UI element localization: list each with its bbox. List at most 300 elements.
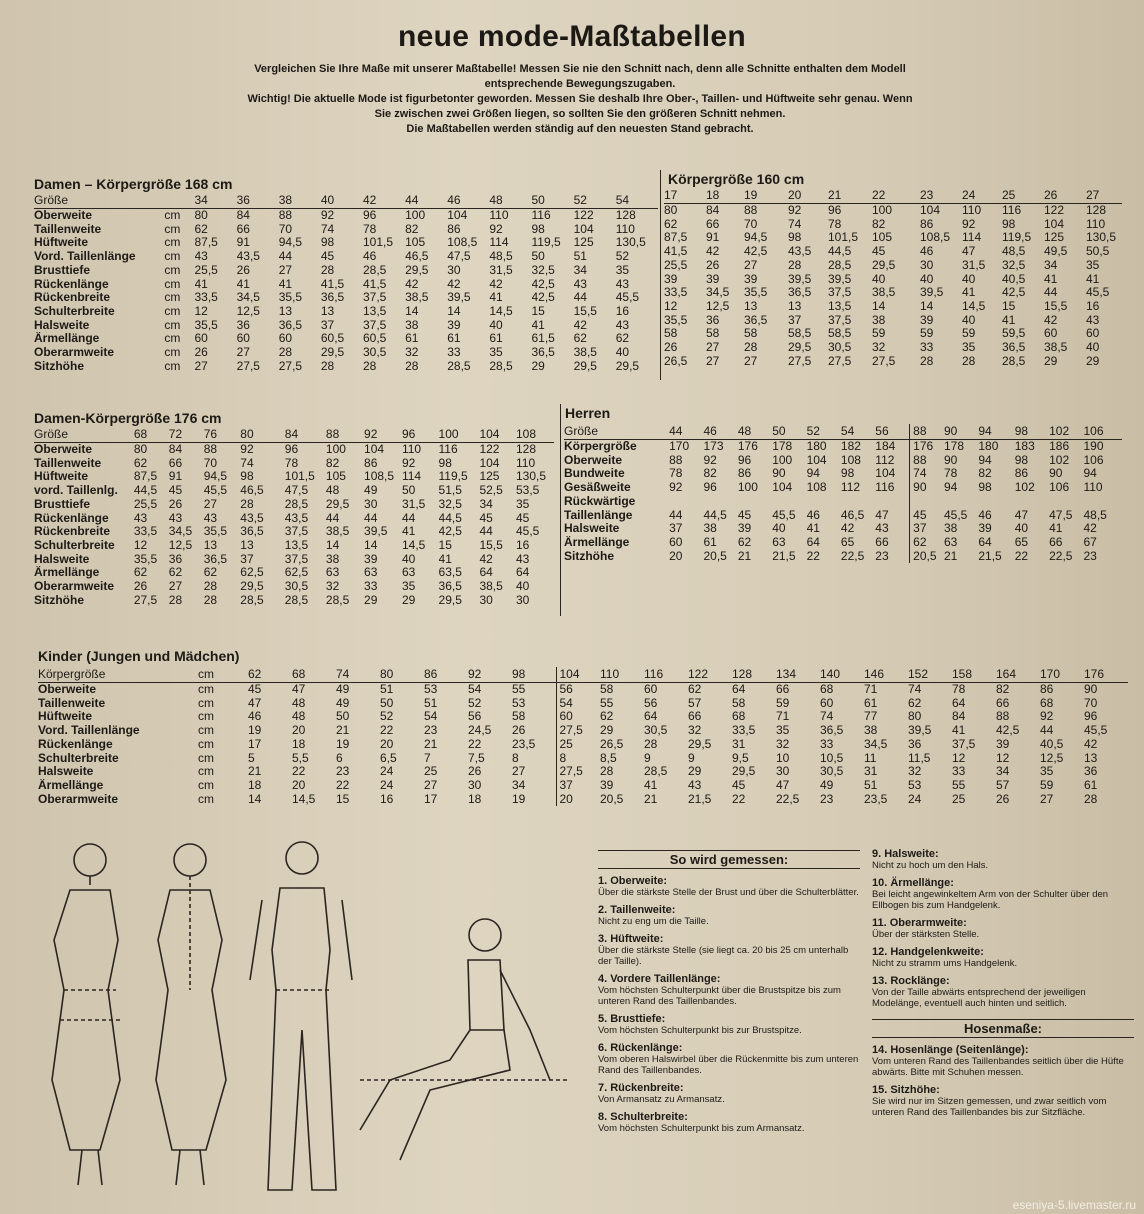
value-cell: 14,5: [489, 304, 513, 318]
value-cell: 34: [512, 778, 526, 792]
value-cell: 54: [468, 682, 482, 696]
howto-item-heading: 1. Oberweite:: [598, 875, 668, 887]
value-cell: 13: [744, 299, 758, 313]
row-label: Brusttiefe: [34, 497, 91, 511]
row-label: Oberweite: [38, 682, 97, 696]
value-cell: 39,5: [828, 272, 852, 286]
howto-item-heading: 12. Handgelenkweite:: [872, 946, 984, 958]
value-cell: 40: [489, 318, 503, 332]
value-cell: 59,5: [1002, 327, 1026, 341]
value-cell: 64: [806, 535, 820, 549]
size-header: 48: [738, 424, 772, 440]
value-cell: 43: [875, 522, 889, 536]
value-cell: 9: [688, 751, 695, 765]
row-label: vord. Taillenlg.: [34, 484, 118, 498]
value-cell: 66: [875, 535, 889, 549]
value-cell: 22: [806, 549, 820, 563]
value-cell: 31,5: [401, 497, 426, 511]
unit-cell: cm: [198, 737, 214, 751]
value-cell: 32,5: [438, 497, 462, 511]
value-cell: 104: [573, 222, 594, 236]
row-label: Sitzhöhe: [34, 593, 84, 607]
intro-line-2: entsprechende Bewegungszugaben.: [484, 78, 676, 90]
size-header: 46: [703, 424, 737, 440]
value-cell: 48,5: [1083, 508, 1107, 522]
value-cell: 88: [996, 710, 1010, 724]
unit-cell: cm: [164, 236, 181, 250]
value-cell: 110: [962, 203, 982, 217]
value-cell: 28,5: [363, 263, 387, 277]
value-cell: 28,5: [284, 497, 309, 511]
value-cell: 105: [325, 470, 346, 484]
unit-cell: cm: [198, 765, 214, 779]
value-cell: 28: [203, 580, 218, 594]
value-cell: 98: [320, 236, 335, 250]
value-cell: 29,5: [325, 497, 350, 511]
value-cell: 14: [447, 304, 461, 318]
row-label: Oberarmweite: [34, 580, 115, 594]
value-cell: 31,5: [489, 263, 513, 277]
figure-4-head: [469, 919, 501, 951]
value-cell: 23: [1083, 549, 1097, 563]
value-cell: 42: [447, 277, 461, 291]
value-cell: 44: [278, 250, 293, 264]
row-label: Hüftweite: [38, 710, 92, 724]
howto-item-text: Nicht zu stramm ums Handgelenk.: [872, 958, 1018, 969]
size-header: 44: [405, 193, 447, 209]
value-cell: 55: [512, 682, 526, 696]
howto-item-text: Über der stärksten Stelle.: [872, 929, 980, 940]
size-header: 48: [489, 193, 531, 209]
value-cell: 37,5: [828, 286, 852, 300]
table-row: [34, 236, 658, 250]
value-cell: 39: [364, 552, 378, 566]
table-row: [38, 779, 1128, 793]
value-cell: 94: [978, 453, 992, 467]
value-cell: 23: [875, 549, 889, 563]
value-cell: 96: [284, 442, 299, 456]
value-cell: 101,5: [284, 470, 315, 484]
table-row: [34, 525, 554, 539]
value-cell: 96: [703, 481, 717, 495]
table-row: [34, 539, 554, 553]
value-cell: 59: [776, 696, 790, 710]
row-label: Rückenlänge: [38, 737, 113, 751]
value-cell: 25,5: [133, 497, 158, 511]
value-cell: 29: [688, 765, 702, 779]
value-cell: 35: [489, 346, 503, 360]
value-cell: 8,5: [600, 751, 617, 765]
howto-item-heading: 2. Taillenweite:: [598, 904, 676, 916]
value-cell: 41: [806, 522, 820, 536]
value-cell: 61: [1084, 778, 1098, 792]
value-cell: 102: [1049, 453, 1070, 467]
value-cell: 38: [944, 522, 958, 536]
value-cell: 29,5: [405, 263, 429, 277]
value-cell: 60: [669, 535, 683, 549]
value-cell: 13,5: [363, 304, 387, 318]
value-cell: 47: [292, 682, 306, 696]
value-cell: 28: [363, 359, 377, 373]
size-header: 88: [326, 427, 364, 443]
table-row: [664, 218, 1122, 232]
size-header: 74: [336, 667, 380, 683]
value-cell: 98: [1002, 217, 1016, 231]
value-cell: 104: [447, 208, 468, 222]
table-row: [38, 710, 1128, 724]
value-cell: 7: [424, 751, 431, 765]
value-cell: 63: [364, 566, 378, 580]
howto-column-1: [598, 850, 860, 1140]
value-cell: 41: [1002, 313, 1016, 327]
row-label: Halsweite: [564, 522, 620, 536]
size-header: 140: [820, 667, 864, 683]
table-row: [34, 291, 658, 305]
table-row: [38, 697, 1128, 711]
value-cell: 56: [644, 696, 658, 710]
value-cell: 29,5: [438, 593, 462, 607]
value-cell: 54: [424, 710, 438, 724]
value-cell: 44: [1040, 724, 1054, 738]
value-cell: 64: [732, 682, 746, 696]
unit-cell: cm: [198, 724, 214, 738]
value-cell: 61: [405, 332, 419, 346]
value-cell: 29,5: [732, 765, 756, 779]
row-label: Vord. Taillenlänge: [38, 724, 140, 738]
size-header: 26: [1044, 188, 1086, 204]
value-cell: 98: [788, 231, 802, 245]
value-cell: 22: [380, 724, 394, 738]
value-cell: 110: [515, 456, 536, 470]
value-cell: 24,5: [468, 724, 492, 738]
table-row: [564, 454, 1122, 468]
howto-item: [872, 975, 1134, 1009]
figure-1-head: [74, 844, 106, 876]
value-cell: 74: [908, 682, 922, 696]
table-row: [664, 286, 1122, 300]
howto-item-text: Nicht zu eng um die Taille.: [598, 916, 709, 927]
table-row: [34, 278, 658, 292]
value-cell: 59: [1040, 778, 1054, 792]
value-cell: 61,5: [531, 332, 555, 346]
value-cell: 92: [962, 217, 976, 231]
table-row: [564, 536, 1122, 550]
value-cell: 37,5: [284, 552, 309, 566]
value-cell: 66: [236, 222, 250, 236]
value-cell: 110: [1083, 481, 1103, 495]
value-cell: 52,5: [479, 484, 503, 498]
value-cell: 33,5: [732, 724, 756, 738]
value-cell: 12,5: [1040, 751, 1064, 765]
intro-line-1: Vergleichen Sie Ihre Maße mit unserer Maßtabelle! Messen Sie nie den Schnitt nach, denn alle Schnitte enthalten dem Modell: [254, 63, 906, 75]
value-cell: [841, 495, 875, 509]
value-cell: 45,5: [1084, 724, 1108, 738]
value-cell: 43,5: [240, 511, 264, 525]
table-row: [34, 264, 658, 278]
size-header: 62: [248, 667, 292, 683]
value-cell: 101,5: [828, 231, 859, 245]
howto-item-heading: 4. Vordere Taillenlänge:: [598, 973, 721, 985]
howto-item-text: Über die stärkste Stelle der Brust und über die Schulterblätter.: [598, 887, 859, 898]
value-cell: 28: [320, 263, 335, 277]
size-header: 146: [864, 667, 908, 683]
value-cell: 12: [133, 538, 148, 552]
value-cell: 37: [240, 552, 254, 566]
value-cell: 28: [240, 497, 254, 511]
value-cell: 14: [248, 792, 262, 806]
table-row: [38, 793, 1128, 807]
table-row: [664, 231, 1122, 245]
size-header: 44: [669, 424, 703, 440]
value-cell: 11: [864, 751, 877, 765]
value-cell: 14: [325, 538, 340, 552]
size-header: 158: [952, 667, 996, 683]
value-cell: 100: [872, 203, 893, 217]
value-cell: 29: [401, 593, 416, 607]
howto-item: [598, 973, 860, 1007]
value-cell: 24: [380, 778, 394, 792]
value-cell: 65: [1014, 535, 1029, 549]
value-cell: 44: [479, 525, 493, 539]
value-cell: 71: [776, 710, 790, 724]
value-cell: 60: [644, 682, 658, 696]
value-cell: 40: [515, 580, 530, 594]
value-cell: 25: [556, 738, 600, 752]
value-cell: 30: [468, 778, 482, 792]
value-cell: 60: [556, 710, 600, 724]
row-label: Rückenbreite: [34, 525, 111, 539]
value-cell: 44: [669, 508, 683, 522]
value-cell: 32: [872, 341, 886, 355]
table-header-row: [38, 667, 1128, 683]
value-cell: 87,5: [194, 236, 218, 250]
table-header-row: [34, 193, 658, 209]
row-label: Schulterbreite: [34, 304, 115, 318]
value-cell: 13: [788, 299, 802, 313]
value-cell: 29,5: [872, 258, 896, 272]
value-cell: 27,5: [872, 354, 896, 368]
figure-2-head: [174, 844, 206, 876]
value-cell: 38,5: [1044, 341, 1068, 355]
unit-cell: cm: [164, 346, 181, 360]
value-cell: 86: [1040, 682, 1054, 696]
value-cell: 31: [864, 765, 878, 779]
value-cell: 40: [1086, 341, 1100, 355]
row-label: Rückenlänge: [34, 511, 109, 525]
value-cell: 36: [1084, 765, 1098, 779]
damen-168-table: [34, 193, 658, 373]
row-label: Ärmellänge: [34, 566, 100, 580]
value-cell: 45: [910, 509, 944, 523]
value-cell: 26: [468, 765, 482, 779]
value-cell: 110: [401, 442, 422, 456]
value-cell: [1015, 495, 1049, 509]
value-cell: 41: [194, 277, 208, 291]
table-row: [664, 259, 1122, 273]
row-label: Oberarmweite: [34, 346, 115, 360]
table-row: [34, 209, 658, 223]
value-cell: 43: [573, 277, 587, 291]
value-cell: 28,5: [1002, 354, 1026, 368]
value-cell: 13,5: [284, 538, 309, 552]
value-cell: 30: [515, 593, 530, 607]
value-cell: 36: [908, 737, 922, 751]
value-cell: 14,5: [401, 538, 426, 552]
value-cell: 37: [320, 318, 335, 332]
value-cell: 41: [531, 318, 545, 332]
value-cell: 40: [962, 313, 976, 327]
howto-item-text: Bei leicht angewinkeltem Arm von der Schulter über den Ellbogen bis zum Handgelenk.: [872, 889, 1109, 911]
value-cell: [910, 495, 944, 509]
value-cell: 36,5: [1002, 341, 1026, 355]
value-cell: 26: [996, 792, 1010, 806]
value-cell: 82: [996, 682, 1010, 696]
value-cell: 33,5: [194, 291, 218, 305]
table-row: [664, 327, 1122, 341]
value-cell: 18: [248, 778, 262, 792]
value-cell: 98: [438, 456, 452, 470]
value-cell: 60: [194, 332, 208, 346]
value-cell: 39: [996, 737, 1010, 751]
value-cell: 39,5: [788, 272, 812, 286]
value-cell: 59: [872, 327, 886, 341]
value-cell: 98: [978, 481, 992, 495]
size-header: 176: [1084, 667, 1128, 683]
value-cell: 18: [468, 792, 482, 806]
table-header-row: [34, 427, 554, 443]
value-cell: 51: [380, 682, 394, 696]
table-row: [34, 566, 554, 580]
value-cell: 27: [194, 359, 208, 373]
value-cell: 27,5: [278, 359, 303, 373]
howto-item-text: Von Armansatz zu Armansatz.: [598, 1094, 725, 1105]
value-cell: 35: [401, 580, 416, 594]
value-cell: 58: [512, 710, 526, 724]
value-cell: 39: [920, 313, 934, 327]
value-cell: 14,5: [292, 792, 316, 806]
size-header: 98: [1015, 424, 1049, 440]
row-label: Schulterbreite: [34, 538, 115, 552]
row-label: Gesäßweite: [564, 481, 631, 495]
value-cell: 14: [364, 538, 378, 552]
value-cell: 38: [325, 552, 340, 566]
value-cell: 104: [479, 456, 500, 470]
size-label: Größe: [34, 427, 134, 443]
value-cell: 27: [236, 346, 250, 360]
value-cell: 35: [515, 497, 530, 511]
value-cell: 106: [1083, 453, 1104, 467]
value-cell: 104: [364, 442, 385, 456]
value-cell: 35: [1086, 258, 1100, 272]
value-cell: 27: [168, 580, 183, 594]
value-cell: 65: [840, 535, 855, 549]
value-cell: 88: [910, 454, 944, 468]
size-header: 23: [920, 188, 962, 204]
table-row: [664, 314, 1122, 328]
value-cell: 173: [703, 439, 724, 453]
value-cell: 50: [531, 250, 545, 264]
value-cell: 41,5: [664, 245, 688, 259]
value-cell: 30,5: [284, 580, 309, 594]
value-cell: 15: [336, 792, 350, 806]
row-label: Oberweite: [34, 442, 93, 456]
unit-cell: cm: [164, 208, 181, 222]
table-row: [38, 765, 1128, 779]
table-row: [38, 738, 1128, 752]
value-cell: 42: [573, 318, 587, 332]
value-cell: 92: [320, 208, 335, 222]
value-cell: 114: [401, 470, 422, 484]
value-cell: 49: [364, 484, 378, 498]
size-header: 88: [910, 424, 944, 440]
value-cell: 106: [1049, 481, 1070, 495]
value-cell: 112: [875, 453, 895, 467]
value-cell: 44,5: [438, 511, 462, 525]
value-cell: 55: [600, 696, 614, 710]
value-cell: 14: [872, 299, 886, 313]
value-cell: 12: [952, 751, 966, 765]
value-cell: 13,5: [828, 299, 852, 313]
table-row: [564, 440, 1122, 454]
value-cell: 42: [405, 277, 419, 291]
table-row: [34, 470, 554, 484]
value-cell: 39,5: [364, 525, 388, 539]
value-cell: 22,5: [776, 792, 800, 806]
value-cell: 55: [952, 778, 966, 792]
value-cell: 53: [512, 696, 526, 710]
value-cell: 86: [1014, 467, 1029, 481]
value-cell: 45,5: [615, 291, 640, 305]
size-header: 54: [616, 193, 658, 209]
value-cell: 34: [479, 497, 493, 511]
value-cell: 119,5: [1002, 231, 1032, 245]
value-cell: 7,5: [468, 751, 485, 765]
value-cell: 14: [405, 304, 419, 318]
value-cell: 43: [615, 318, 630, 332]
value-cell: 17: [248, 737, 262, 751]
value-cell: 41: [401, 525, 416, 539]
value-cell: 20: [556, 793, 600, 807]
size-header: 25: [1002, 188, 1044, 204]
value-cell: 27: [203, 497, 218, 511]
value-cell: 5: [248, 751, 255, 765]
howto-column-2: [872, 848, 1134, 1124]
value-cell: 38,5: [479, 580, 503, 594]
value-cell: 15: [438, 538, 452, 552]
size-header: 52: [807, 424, 841, 440]
value-cell: 33: [364, 580, 378, 594]
value-cell: 30: [447, 263, 461, 277]
value-cell: 62: [194, 222, 208, 236]
value-cell: 15: [1002, 299, 1016, 313]
value-cell: 6,5: [380, 751, 397, 765]
value-cell: 110: [1086, 217, 1106, 231]
value-cell: 34,5: [168, 525, 193, 539]
howto-item-text: Nicht zu hoch um den Hals.: [872, 860, 989, 871]
value-cell: 20: [380, 737, 394, 751]
value-cell: 42,5: [438, 525, 462, 539]
unit-cell: cm: [198, 682, 214, 696]
howto-item-text: Sie wird nur im Sitzen gemessen, und zwar seitlich vom unteren Rand des Taillenbandes bis zur Sitzfläche.: [872, 1096, 1107, 1118]
value-cell: 36,5: [438, 580, 462, 594]
howto-item: [598, 904, 860, 927]
row-label: Halsweite: [34, 318, 90, 332]
size-header: 46: [447, 193, 489, 209]
value-cell: 32: [908, 765, 922, 779]
value-cell: 25: [424, 765, 438, 779]
value-cell: 128: [615, 208, 636, 222]
size-label: Größe: [34, 193, 164, 209]
